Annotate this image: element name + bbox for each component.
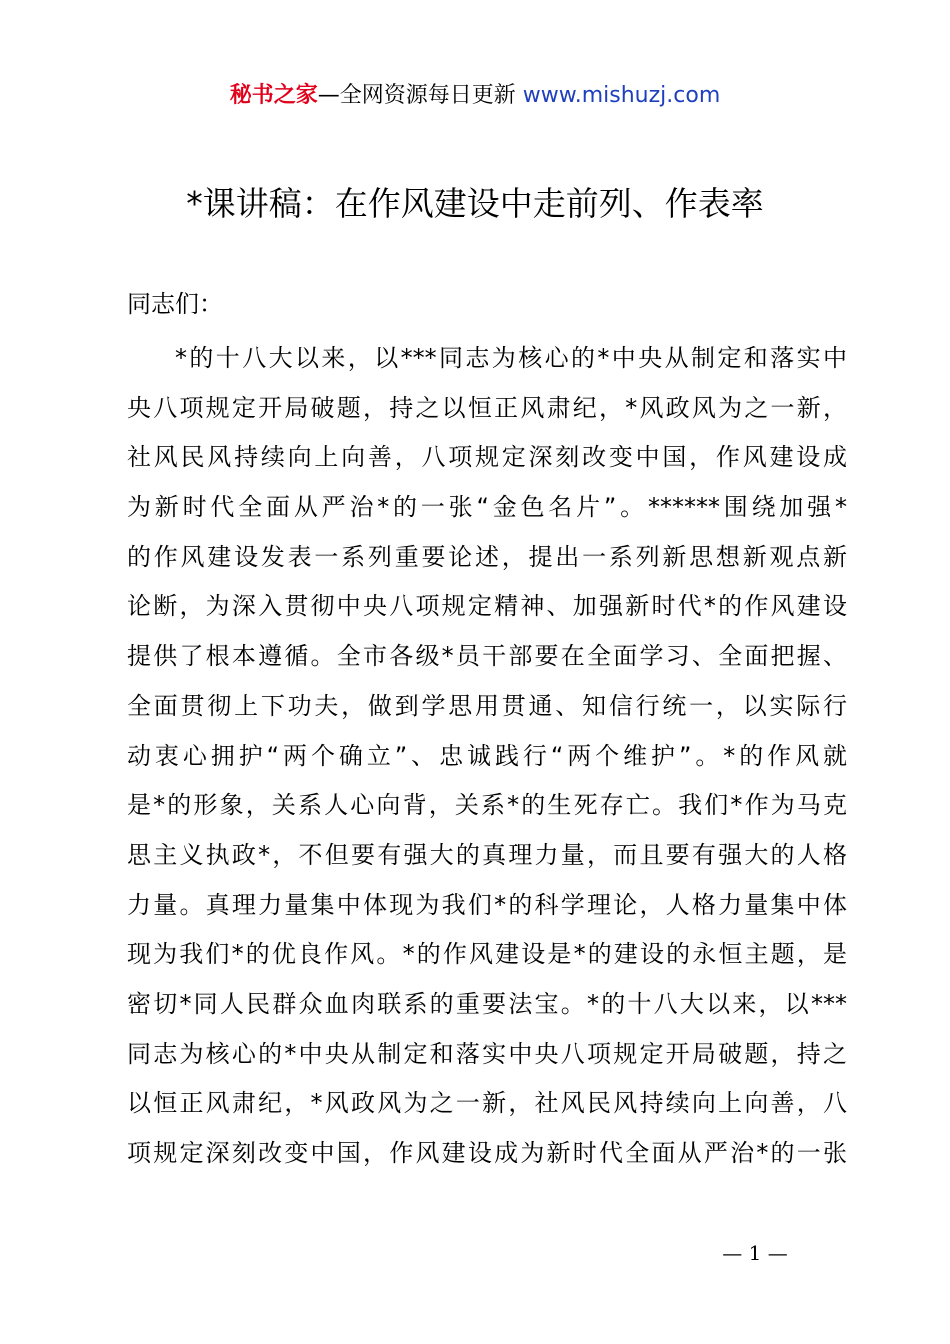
site-url-link[interactable]: www.mishuzj.com (522, 83, 721, 108)
body-line: 思主义执政*，不但要有强大的真理力量，而且要有强大的人格 (127, 840, 847, 869)
body-line: 同志为核心的*中央从制定和落实中央八项规定开局破题，持之 (127, 1039, 847, 1068)
salutation: 同志们： (127, 290, 223, 318)
body-line: 为新时代全面从严治*的一张“金色名片”。******围绕加强* (127, 493, 847, 522)
document-title: *课讲稿：在作风建设中走前列、作表率 (186, 184, 764, 223)
body-line: 论断，为深入贯彻中央八项规定精神、加强新时代*的作风建设 (127, 592, 847, 621)
body-line: 动衷心拥护“两个确立”、忠诚践行“两个维护”。*的作风就 (127, 741, 847, 770)
body-line: 提供了根本遵循。全市各级*员干部要在全面学习、全面把握、 (127, 642, 847, 671)
site-tagline: —全网资源每日更新 (317, 83, 516, 108)
body-line: 的作风建设发表一系列重要论述，提出一系列新思想新观点新 (127, 542, 847, 571)
body-line: 央八项规定开局破题，持之以恒正风肃纪，*风政风为之一新， (127, 393, 847, 422)
body-line: 全面贯彻上下功夫，做到学思用贯通、知信行统一，以实际行 (127, 691, 847, 720)
body-line: 是*的形象，关系人心向背，关系*的生死存亡。我们*作为马克 (127, 791, 847, 820)
body-paragraph (127, 334, 847, 1179)
body-line: *的十八大以来，以***同志为核心的*中央从制定和落实中 (175, 344, 847, 372)
body-line: 项规定深刻改变中国，作风建设成为新时代全面从严治*的一张 (127, 1139, 847, 1167)
site-brand: 秘书之家 (229, 83, 318, 108)
body-line: 力量。真理力量集中体现为我们*的科学理论，人格力量集中体 (127, 890, 847, 919)
page-number: — 1 — (722, 1241, 788, 1265)
body-line: 密切*同人民群众血肉联系的重要法宝。*的十八大以来，以*** (127, 989, 847, 1018)
body-line: 现为我们*的优良作风。*的作风建设是*的建设的永恒主题，是 (127, 940, 847, 969)
body-line: 社风民风持续向上向善，八项规定深刻改变中国，作风建设成 (127, 443, 847, 472)
body-line: 以恒正风肃纪，*风政风为之一新，社风民风持续向上向善，八 (127, 1089, 847, 1118)
site-header (0, 80, 950, 112)
